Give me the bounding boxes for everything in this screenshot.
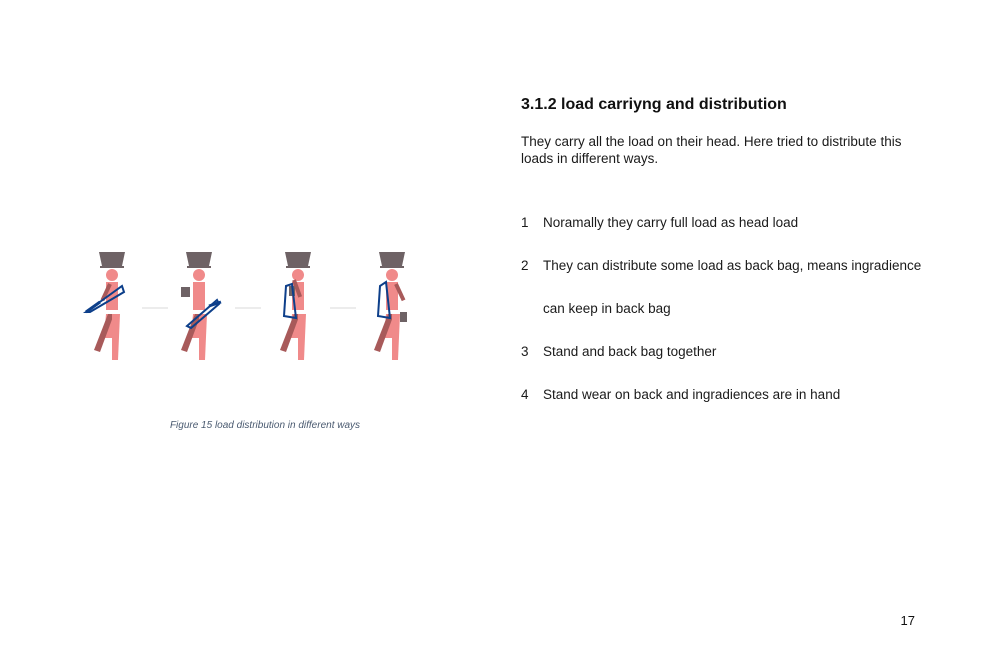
list-item-number: 4 bbox=[521, 387, 529, 402]
page-number: 17 bbox=[900, 613, 915, 628]
intro-paragraph: They carry all the load on their head. Here tried to distribute this loads in different ways. bbox=[521, 134, 902, 166]
figure-person-3 bbox=[280, 252, 311, 360]
list-item-text: They can distribute some load as back bag, means ingradience bbox=[543, 258, 922, 273]
list-item-text: Stand and back bag together bbox=[543, 344, 717, 359]
list-item-text: can keep in back bag bbox=[543, 301, 671, 316]
figure-person-2 bbox=[181, 252, 221, 360]
list-item-number: 3 bbox=[521, 344, 529, 359]
figure-person-1 bbox=[86, 252, 125, 360]
figure-person-4 bbox=[374, 252, 407, 360]
list-item-text: Noramally they carry full load as head load bbox=[543, 215, 799, 230]
section-heading: 3.1.2 load carriyng and distribution bbox=[521, 96, 787, 113]
list-item-number: 1 bbox=[521, 215, 529, 230]
list-item-text: Stand wear on back and ingradiences are in hand bbox=[543, 387, 841, 402]
load-distribution-figure bbox=[80, 240, 420, 370]
figure-caption: Figure 15 load distribution in different ways bbox=[169, 420, 361, 431]
list-item-number: 2 bbox=[521, 258, 529, 273]
